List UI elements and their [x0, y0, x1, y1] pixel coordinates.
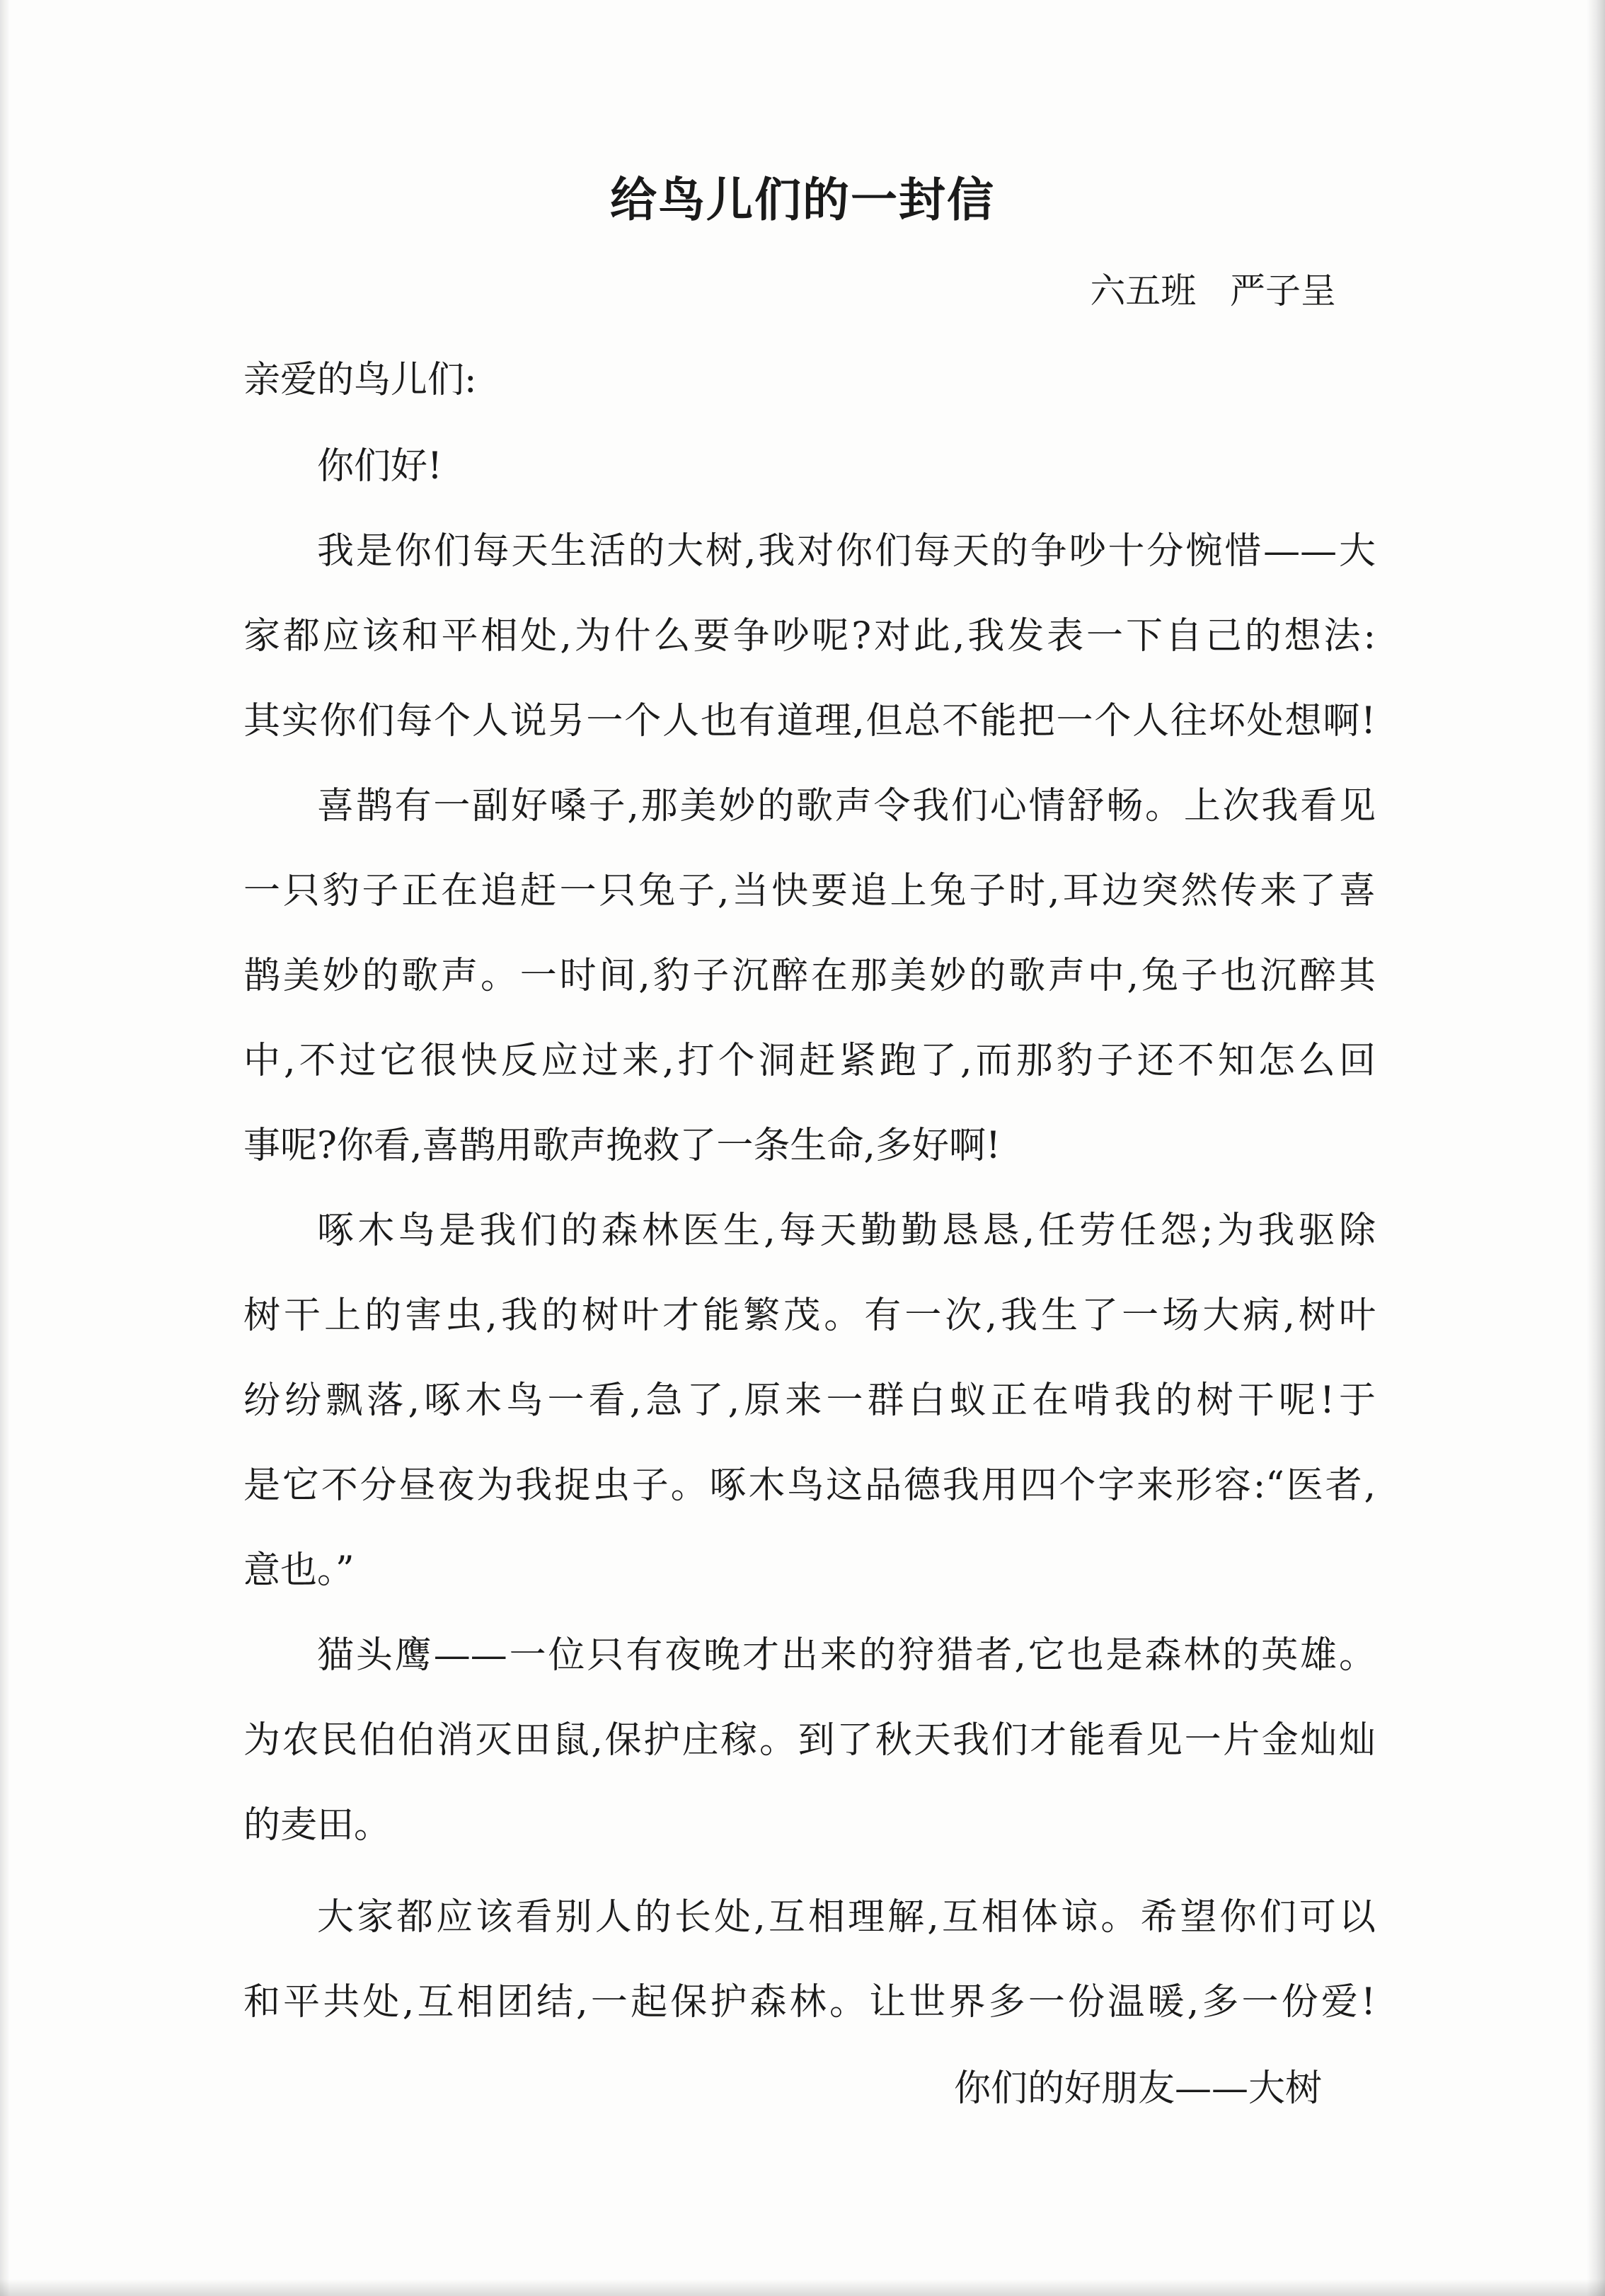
letter-signature: 你们的好朋友——大树: [953, 2067, 1322, 2110]
paragraph-4-line-2: 为农民伯伯消灭田鼠,保护庄稼。到了秋天我们才能看见一片金灿灿: [243, 1719, 1376, 1762]
paragraph-4-line-1: 猫头鹰——一位只有夜晚才出来的狩猎者,它也是森林的英雄。: [317, 1634, 1376, 1677]
author-line: 六五班 严子呈: [1090, 270, 1336, 311]
paragraph-3-line-5: 意也。”: [243, 1549, 355, 1592]
scan-shadow-left: [0, 0, 10, 2296]
paragraph-1-line-2: 家都应该和平相处,为什么要争吵呢?对此,我发表一下自己的想法:: [243, 615, 1376, 658]
greeting: 你们好!: [317, 445, 442, 488]
paragraph-2-line-4: 中,不过它很快反应过来,打个洞赶紧跑了,而那豹子还不知怎么回: [243, 1040, 1376, 1082]
paragraph-1-line-3: 其实你们每个人说另一个人也有道理,但总不能把一个人往坏处想啊!: [243, 700, 1376, 742]
paragraph-2-line-5: 事呢?你看,喜鹊用歌声挽救了一条生命,多好啊!: [243, 1125, 1001, 1167]
paragraph-4-line-3: 的麦田。: [243, 1804, 391, 1847]
paragraph-3-line-2: 树干上的害虫,我的树叶才能繁茂。有一次,我生了一场大病,树叶: [243, 1295, 1376, 1337]
letter-title: 给鸟儿们的一封信: [610, 172, 995, 227]
paragraph-2-line-3: 鹊美妙的歌声。一时间,豹子沉醉在那美妙的歌声中,兔子也沉醉其: [243, 955, 1376, 997]
paragraph-5-line-2: 和平共处,互相团结,一起保护森林。让世界多一份温暖,多一份爱!: [243, 1981, 1376, 2024]
paragraph-1-line-1: 我是你们每天生活的大树,我对你们每天的争吵十分惋惜——大: [317, 530, 1376, 573]
paragraph-2-line-1: 喜鹊有一副好嗓子,那美妙的歌声令我们心情舒畅。上次我看见: [317, 785, 1376, 827]
salutation: 亲爱的鸟儿们:: [243, 359, 477, 401]
scan-shadow-right: [1587, 0, 1605, 2296]
paragraph-5-line-1: 大家都应该看别人的长处,互相理解,互相体谅。希望你们可以: [317, 1896, 1376, 1939]
paragraph-3-line-1: 啄木鸟是我们的森林医生,每天勤勤恳恳,任劳任怨;为我驱除: [317, 1210, 1376, 1252]
paragraph-2-line-2: 一只豹子正在追赶一只兔子,当快要追上兔子时,耳边突然传来了喜: [243, 870, 1376, 912]
paragraph-3-line-4: 是它不分昼夜为我捉虫子。啄木鸟这品德我用四个字来形容:“医者,: [243, 1464, 1376, 1507]
paragraph-3-line-3: 纷纷飘落,啄木鸟一看,急了,原来一群白蚁正在啃我的树干呢!于: [243, 1379, 1376, 1422]
scan-shadow-bottom: [0, 2279, 1605, 2296]
